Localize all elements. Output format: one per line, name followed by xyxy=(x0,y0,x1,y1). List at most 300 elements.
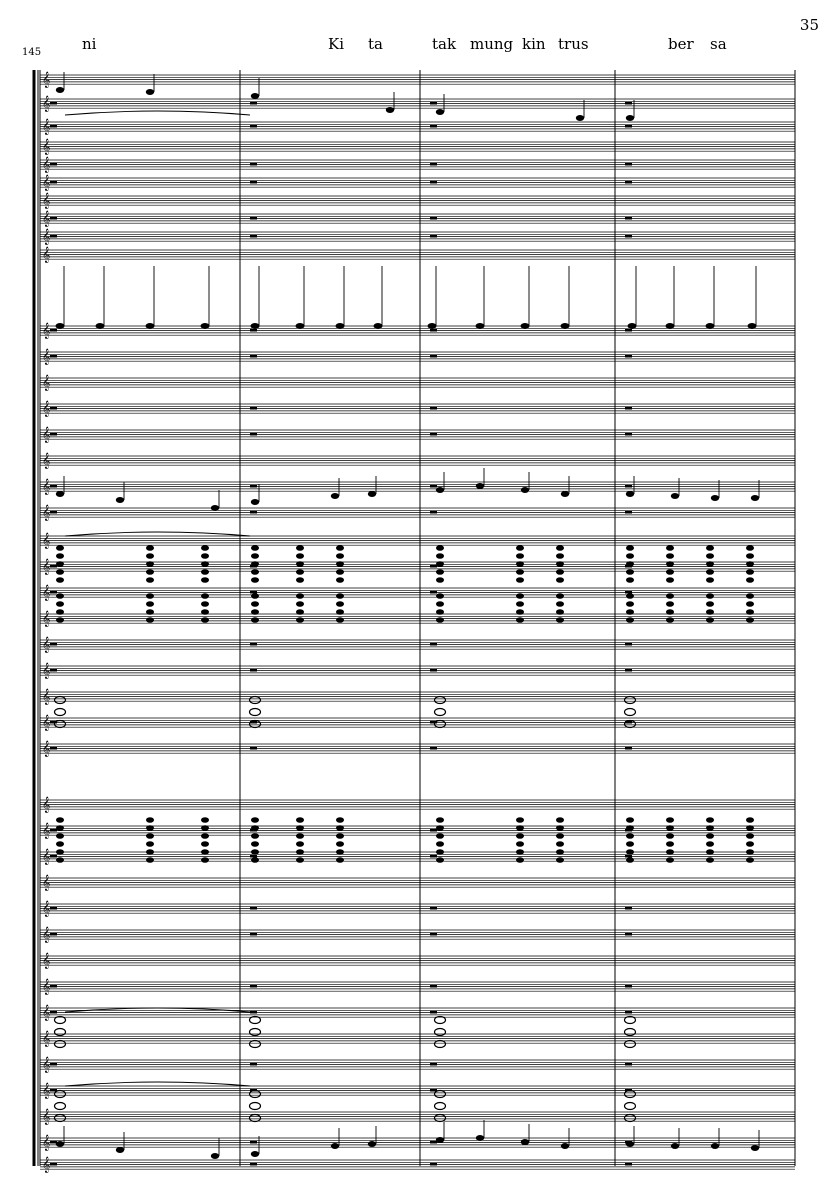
chord-notehead xyxy=(516,577,524,583)
chord-notehead xyxy=(516,601,524,607)
chord-notehead xyxy=(516,817,524,823)
chord-notehead xyxy=(626,561,634,567)
whole-note xyxy=(435,697,446,704)
treble-clef-icon: 𝄞 xyxy=(42,663,51,679)
chord-notehead xyxy=(436,817,444,823)
treble-clef-icon: 𝄞 xyxy=(42,375,51,391)
chord-notehead xyxy=(251,553,259,559)
rest-mark xyxy=(250,855,257,858)
chord-notehead xyxy=(666,553,674,559)
whole-note xyxy=(625,1103,636,1110)
chord-notehead xyxy=(626,593,634,599)
whole-note xyxy=(435,721,446,728)
chord-notehead xyxy=(436,825,444,831)
whole-note xyxy=(55,1041,66,1048)
rest-mark xyxy=(250,125,257,128)
notehead xyxy=(751,1145,759,1151)
chord-notehead xyxy=(251,561,259,567)
whole-note xyxy=(625,697,636,704)
notehead xyxy=(626,115,634,121)
treble-clef-icon: 𝄞 xyxy=(42,849,51,865)
chord-notehead xyxy=(201,553,209,559)
treble-clef-icon: 𝄞 xyxy=(42,211,51,227)
chord-notehead xyxy=(516,617,524,623)
treble-clef-icon: 𝄞 xyxy=(42,119,51,135)
notehead xyxy=(331,1143,339,1149)
rest-mark xyxy=(430,485,437,488)
rest-mark xyxy=(250,217,257,220)
rest-mark xyxy=(430,565,437,568)
treble-clef-icon: 𝄞 xyxy=(42,953,51,969)
rest-mark xyxy=(625,355,632,358)
chord-notehead xyxy=(666,849,674,855)
treble-clef-icon: 𝄞 xyxy=(42,505,51,521)
notehead xyxy=(476,483,484,489)
notehead xyxy=(711,1143,719,1149)
rest-mark xyxy=(430,1063,437,1066)
rest-mark xyxy=(250,591,257,594)
chord-notehead xyxy=(146,609,154,615)
rest-mark xyxy=(625,643,632,646)
rest-mark xyxy=(250,1163,257,1166)
rest-mark xyxy=(430,217,437,220)
chord-notehead xyxy=(336,561,344,567)
chord-notehead xyxy=(201,545,209,551)
notehead xyxy=(56,1141,64,1147)
chord-notehead xyxy=(706,849,714,855)
treble-clef-icon: 𝄞 xyxy=(42,1005,51,1021)
chord-notehead xyxy=(666,857,674,863)
chord-notehead xyxy=(336,545,344,551)
rest-mark xyxy=(625,511,632,514)
rest-mark xyxy=(250,985,257,988)
rest-mark xyxy=(430,829,437,832)
treble-clef-icon: 𝄞 xyxy=(42,193,51,209)
chord-notehead xyxy=(556,569,564,575)
lyric-syllable: sa xyxy=(710,35,727,53)
chord-notehead xyxy=(626,545,634,551)
chord-notehead xyxy=(336,817,344,823)
notehead xyxy=(671,1143,679,1149)
treble-clef-icon: 𝄞 xyxy=(42,96,51,112)
chord-notehead xyxy=(336,609,344,615)
treble-clef-icon: 𝄞 xyxy=(42,533,51,549)
chord-notehead xyxy=(146,569,154,575)
notehead xyxy=(201,323,210,329)
treble-clef-icon: 𝄞 xyxy=(42,875,51,891)
rest-mark xyxy=(50,217,57,220)
chord-notehead xyxy=(626,553,634,559)
treble-clef-icon: 𝄞 xyxy=(42,715,51,731)
chord-notehead xyxy=(706,825,714,831)
chord-notehead xyxy=(626,841,634,847)
chord-notehead xyxy=(56,849,64,855)
chord-notehead xyxy=(436,545,444,551)
chord-notehead xyxy=(296,577,304,583)
chord-notehead xyxy=(146,545,154,551)
chord-notehead xyxy=(556,825,564,831)
notehead xyxy=(331,493,339,499)
notehead xyxy=(521,1139,529,1145)
notehead xyxy=(336,323,345,329)
chord-notehead xyxy=(556,593,564,599)
rest-mark xyxy=(50,591,57,594)
notehead xyxy=(251,1151,259,1157)
chord-notehead xyxy=(336,849,344,855)
chord-notehead xyxy=(516,569,524,575)
rest-mark xyxy=(250,933,257,936)
chord-notehead xyxy=(251,849,259,855)
rest-mark xyxy=(625,329,632,332)
chord-notehead xyxy=(296,609,304,615)
chord-notehead xyxy=(436,617,444,623)
notehead xyxy=(116,497,124,503)
notehead xyxy=(436,109,444,115)
chord-notehead xyxy=(666,577,674,583)
chord-notehead xyxy=(201,817,209,823)
whole-note xyxy=(250,1029,261,1036)
page-number: 35 xyxy=(799,16,819,34)
notehead xyxy=(666,323,675,329)
chord-notehead xyxy=(556,561,564,567)
whole-note xyxy=(55,697,66,704)
chord-notehead xyxy=(436,577,444,583)
chord-notehead xyxy=(666,561,674,567)
chord-notehead xyxy=(746,849,754,855)
chord-notehead xyxy=(296,545,304,551)
chord-notehead xyxy=(146,561,154,567)
rest-mark xyxy=(430,669,437,672)
rest-mark xyxy=(625,591,632,594)
chord-notehead xyxy=(516,825,524,831)
chord-notehead xyxy=(666,841,674,847)
chord-notehead xyxy=(626,849,634,855)
score-layer xyxy=(34,70,795,1173)
chord-notehead xyxy=(666,569,674,575)
chord-notehead xyxy=(516,857,524,863)
chord-notehead xyxy=(666,825,674,831)
chord-notehead xyxy=(336,601,344,607)
rest-mark xyxy=(430,907,437,910)
rest-mark xyxy=(625,907,632,910)
chord-notehead xyxy=(146,593,154,599)
notehead xyxy=(116,1147,124,1153)
chord-notehead xyxy=(296,601,304,607)
chord-notehead xyxy=(436,593,444,599)
chord-notehead xyxy=(746,593,754,599)
chord-notehead xyxy=(556,857,564,863)
whole-note xyxy=(55,709,66,716)
chord-notehead xyxy=(56,593,64,599)
chord-notehead xyxy=(516,609,524,615)
chord-notehead xyxy=(706,577,714,583)
whole-note xyxy=(55,1091,66,1098)
whole-note xyxy=(55,1103,66,1110)
chord-notehead xyxy=(706,609,714,615)
chord-notehead xyxy=(626,569,634,575)
rest-mark xyxy=(625,485,632,488)
chord-notehead xyxy=(746,569,754,575)
whole-note xyxy=(435,1029,446,1036)
chord-notehead xyxy=(336,617,344,623)
chord-notehead xyxy=(746,609,754,615)
chord-notehead xyxy=(746,833,754,839)
chord-notehead xyxy=(556,545,564,551)
rest-mark xyxy=(625,855,632,858)
treble-clef-icon: 𝄞 xyxy=(42,247,51,263)
treble-clef-icon: 𝄞 xyxy=(42,72,51,88)
chord-notehead xyxy=(201,577,209,583)
rest-mark xyxy=(50,355,57,358)
rest-mark xyxy=(50,1063,57,1066)
chord-notehead xyxy=(336,593,344,599)
chord-notehead xyxy=(296,553,304,559)
chord-notehead xyxy=(556,601,564,607)
chord-notehead xyxy=(56,617,64,623)
chord-notehead xyxy=(666,817,674,823)
rest-mark xyxy=(430,102,437,105)
rest-mark xyxy=(250,355,257,358)
rest-mark xyxy=(430,985,437,988)
treble-clef-icon: 𝄞 xyxy=(42,175,51,191)
chord-notehead xyxy=(56,817,64,823)
rest-mark xyxy=(430,329,437,332)
rest-mark xyxy=(430,1011,437,1014)
chord-notehead xyxy=(556,577,564,583)
chord-notehead xyxy=(516,545,524,551)
treble-clef-icon: 𝄞 xyxy=(42,157,51,173)
notehead xyxy=(211,1153,219,1159)
rest-mark xyxy=(50,643,57,646)
whole-note xyxy=(435,1041,446,1048)
treble-clef-icon: 𝄞 xyxy=(42,1157,51,1173)
notehead xyxy=(56,491,64,497)
tie-arc xyxy=(65,1082,250,1086)
rest-mark xyxy=(50,329,57,332)
chord-notehead xyxy=(746,617,754,623)
rest-mark xyxy=(625,235,632,238)
notehead xyxy=(626,491,634,497)
chord-notehead xyxy=(516,841,524,847)
rest-mark xyxy=(50,407,57,410)
notehead xyxy=(251,499,259,505)
chord-notehead xyxy=(626,609,634,615)
chord-notehead xyxy=(146,817,154,823)
rest-mark xyxy=(50,985,57,988)
lyric-syllable: mung xyxy=(470,35,514,53)
rest-mark xyxy=(250,747,257,750)
chord-notehead xyxy=(666,617,674,623)
rest-mark xyxy=(250,1011,257,1014)
chord-notehead xyxy=(436,857,444,863)
rest-mark xyxy=(625,125,632,128)
lyric-syllable: tak xyxy=(432,35,457,53)
whole-note xyxy=(435,709,446,716)
chord-notehead xyxy=(146,825,154,831)
chord-notehead xyxy=(626,817,634,823)
whole-note xyxy=(250,1041,261,1048)
lyric-syllable: ni xyxy=(82,35,97,53)
notehead xyxy=(561,323,570,329)
chord-notehead xyxy=(436,849,444,855)
chord-notehead xyxy=(251,617,259,623)
notehead xyxy=(476,1135,484,1141)
rest-mark xyxy=(50,747,57,750)
chord-notehead xyxy=(746,553,754,559)
notehead xyxy=(436,1137,444,1143)
chord-notehead xyxy=(146,601,154,607)
rest-mark xyxy=(50,511,57,514)
chord-notehead xyxy=(251,601,259,607)
treble-clef-icon: 𝄞 xyxy=(42,979,51,995)
rest-mark xyxy=(430,933,437,936)
whole-note xyxy=(625,1041,636,1048)
chord-notehead xyxy=(436,833,444,839)
rest-mark xyxy=(250,907,257,910)
chord-notehead xyxy=(626,577,634,583)
chord-notehead xyxy=(146,857,154,863)
rest-mark xyxy=(50,855,57,858)
notehead xyxy=(56,87,64,93)
rest-mark xyxy=(625,985,632,988)
treble-clef-icon: 𝄞 xyxy=(42,323,51,339)
chord-notehead xyxy=(706,833,714,839)
treble-clef-icon: 𝄞 xyxy=(42,901,51,917)
chord-notehead xyxy=(706,593,714,599)
rest-mark xyxy=(250,102,257,105)
notehead xyxy=(561,1143,569,1149)
rest-mark xyxy=(250,1141,257,1144)
treble-clef-icon: 𝄞 xyxy=(42,1057,51,1073)
whole-note xyxy=(250,1103,261,1110)
treble-clef-icon: 𝄞 xyxy=(42,637,51,653)
chord-notehead xyxy=(201,561,209,567)
chord-notehead xyxy=(626,833,634,839)
chord-notehead xyxy=(666,593,674,599)
chord-notehead xyxy=(706,857,714,863)
rest-mark xyxy=(50,565,57,568)
rest-mark xyxy=(625,102,632,105)
notehead xyxy=(296,323,305,329)
treble-clef-icon: 𝄞 xyxy=(42,927,51,943)
chord-notehead xyxy=(296,833,304,839)
whole-note xyxy=(250,697,261,704)
chord-notehead xyxy=(146,841,154,847)
rest-mark xyxy=(430,747,437,750)
notehead xyxy=(386,107,394,113)
chord-notehead xyxy=(436,553,444,559)
treble-clef-icon: 𝄞 xyxy=(42,585,51,601)
lyric-syllable: kin xyxy=(522,35,546,53)
chord-notehead xyxy=(146,617,154,623)
rest-mark xyxy=(50,433,57,436)
rest-mark xyxy=(430,855,437,858)
rest-mark xyxy=(625,1163,632,1166)
rest-mark xyxy=(250,1063,257,1066)
lyric-syllable: ta xyxy=(368,35,383,53)
rest-mark xyxy=(430,511,437,514)
treble-clef-icon: 𝄞 xyxy=(42,139,51,155)
rest-mark xyxy=(625,1063,632,1066)
chord-notehead xyxy=(746,545,754,551)
treble-clef-icon: 𝄞 xyxy=(42,689,51,705)
rest-mark xyxy=(50,125,57,128)
whole-note xyxy=(435,1115,446,1122)
rest-mark xyxy=(250,511,257,514)
rest-mark xyxy=(430,235,437,238)
chord-notehead xyxy=(56,601,64,607)
notehead xyxy=(671,493,679,499)
chord-notehead xyxy=(516,593,524,599)
chord-notehead xyxy=(56,857,64,863)
whole-note xyxy=(55,721,66,728)
chord-notehead xyxy=(516,553,524,559)
chord-notehead xyxy=(251,833,259,839)
treble-clef-icon: 𝄞 xyxy=(42,741,51,757)
chord-notehead xyxy=(296,617,304,623)
notehead xyxy=(428,323,437,329)
rest-mark xyxy=(430,125,437,128)
notehead xyxy=(521,323,530,329)
chord-notehead xyxy=(556,553,564,559)
rest-mark xyxy=(625,407,632,410)
treble-clef-icon: 𝄞 xyxy=(42,1109,51,1125)
treble-clef-icon: 𝄞 xyxy=(42,229,51,245)
chord-notehead xyxy=(436,841,444,847)
whole-note xyxy=(625,1115,636,1122)
chord-notehead xyxy=(201,569,209,575)
chord-notehead xyxy=(296,561,304,567)
notehead xyxy=(56,323,65,329)
chord-notehead xyxy=(706,553,714,559)
chord-notehead xyxy=(56,609,64,615)
chord-notehead xyxy=(336,841,344,847)
chord-notehead xyxy=(251,609,259,615)
rest-mark xyxy=(50,102,57,105)
treble-clef-icon: 𝄞 xyxy=(42,401,51,417)
chord-notehead xyxy=(201,617,209,623)
treble-clef-icon: 𝄞 xyxy=(42,797,51,813)
chord-notehead xyxy=(626,857,634,863)
notehead xyxy=(368,1141,376,1147)
rest-mark xyxy=(430,181,437,184)
rest-mark xyxy=(50,1011,57,1014)
notehead xyxy=(576,115,584,121)
chord-notehead xyxy=(626,601,634,607)
chord-notehead xyxy=(556,609,564,615)
chord-notehead xyxy=(251,825,259,831)
rest-mark xyxy=(625,433,632,436)
chord-notehead xyxy=(706,561,714,567)
chord-notehead xyxy=(296,593,304,599)
chord-notehead xyxy=(56,553,64,559)
rest-mark xyxy=(430,355,437,358)
whole-note xyxy=(55,1115,66,1122)
chord-notehead xyxy=(746,601,754,607)
rest-mark xyxy=(50,907,57,910)
notehead xyxy=(96,323,105,329)
lyric-syllable: trus xyxy=(558,35,589,53)
chord-notehead xyxy=(251,841,259,847)
rest-mark xyxy=(625,747,632,750)
chord-notehead xyxy=(746,841,754,847)
chord-notehead xyxy=(251,817,259,823)
chord-notehead xyxy=(706,617,714,623)
rest-mark xyxy=(625,1011,632,1014)
chord-notehead xyxy=(56,825,64,831)
chord-notehead xyxy=(626,825,634,831)
chord-notehead xyxy=(201,841,209,847)
